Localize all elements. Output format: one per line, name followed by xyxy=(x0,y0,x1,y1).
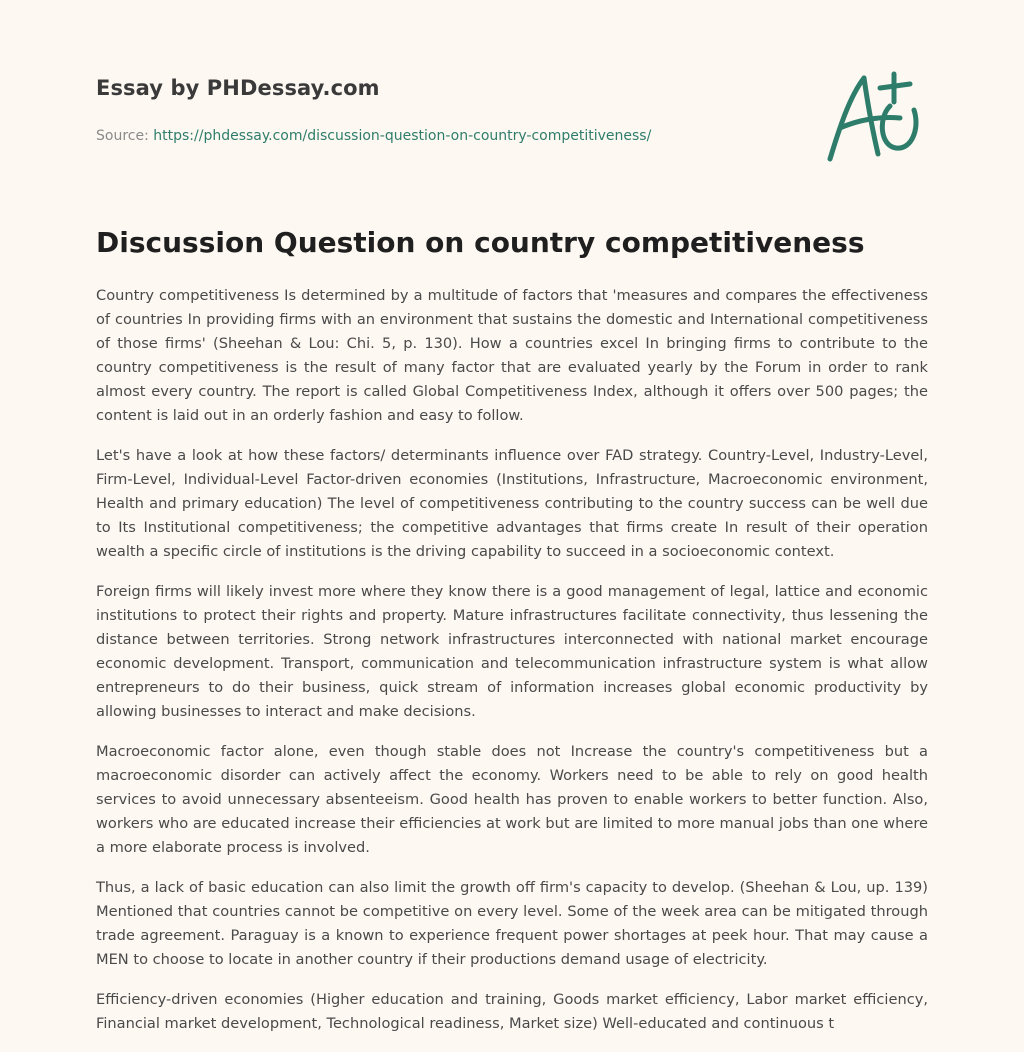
paragraph: Thus, a lack of basic education can also limit the growth off firm's capacity to develop. (Sheehan & Lou, up. 139) Mentioned that countries cannot be competitive on every level. Some of the week area can be mitigated through trade agreement. Paraguay is a known to experience frequent power shortages at peek hour. That may cause a MEN to choose to locate in another country if their productions demand usage of electricity. xyxy=(96,879,928,968)
paragraph: Foreign firms will likely invest more where they know there is a good management of legal, lattice and economic institutions to protect their rights and property. Mature infrastructures facilitate connectivity, thus lessening the distance between territories. Strong network infrastructures interconnected with national market encourage economic development. Transport, communication and telecommunication infrastructure system is what allow entrepreneurs to do their business, quick stream of information increases global economic productivity by allowing businesses to interact and make decisions. xyxy=(96,583,928,720)
header xyxy=(96,76,796,144)
site-title: Essay by PHDessay.com xyxy=(96,76,380,100)
paragraph: Macroeconomic factor alone, even though stable does not Increase the country's competitiveness but a macroeconomic disorder can actively affect the economy. Workers need to be able to rely on good health services to avoid unnecessary absenteeism. Good health has proven to enable workers to better function. Also, workers who are educated increase their efficiencies at work but are limited to more manual jobs than one where a more elaborate process is involved. xyxy=(96,743,928,856)
a-plus-logo-icon xyxy=(820,66,930,166)
source-line xyxy=(96,128,796,144)
source-label: Source: xyxy=(96,128,154,144)
paragraph: Let's have a look at how these factors/ determinants influence over FAD strategy. Country-Level, Industry-Level, Firm-Level, Individual-Level Factor-driven economies (Institutions, Infrastructure, Macroeconomic environment, Health and primary education) The level of competitiveness contributing to the country success can be well due to Its Institutional competitiveness; the competitive advantages that firms create In result of their operation wealth a specific circle of institutions is the driving capability to succeed in a socioeconomic context. xyxy=(96,447,928,560)
paragraph: Efficiency-driven economies (Higher education and training, Goods market efficiency, Labor market efficiency, Financial market development, Technological readiness, Market size) Well-educated and continuous t xyxy=(96,991,928,1032)
paragraph: Country competitiveness Is determined by a multitude of factors that 'measures and compares the effectiveness of countries In providing firms with an environment that sustains the domestic and International competitiveness of those firms' (Sheehan & Lou: Chi. 5, p. 130). How a countries excel In bringing firms to contribute to the country competitiveness is the result of many factor that are evaluated yearly by the Forum in order to rank almost every country. The report is called Global Competitiveness Index, although it offers over 500 pages; the content is laid out in an orderly fashion and easy to follow. xyxy=(96,287,928,424)
source-link[interactable]: https://phdessay.com/discussion-question-on-country-competitiveness/ xyxy=(153,128,652,144)
document-body xyxy=(96,284,928,1052)
document-title: Discussion Question on country competitiveness xyxy=(96,226,865,259)
